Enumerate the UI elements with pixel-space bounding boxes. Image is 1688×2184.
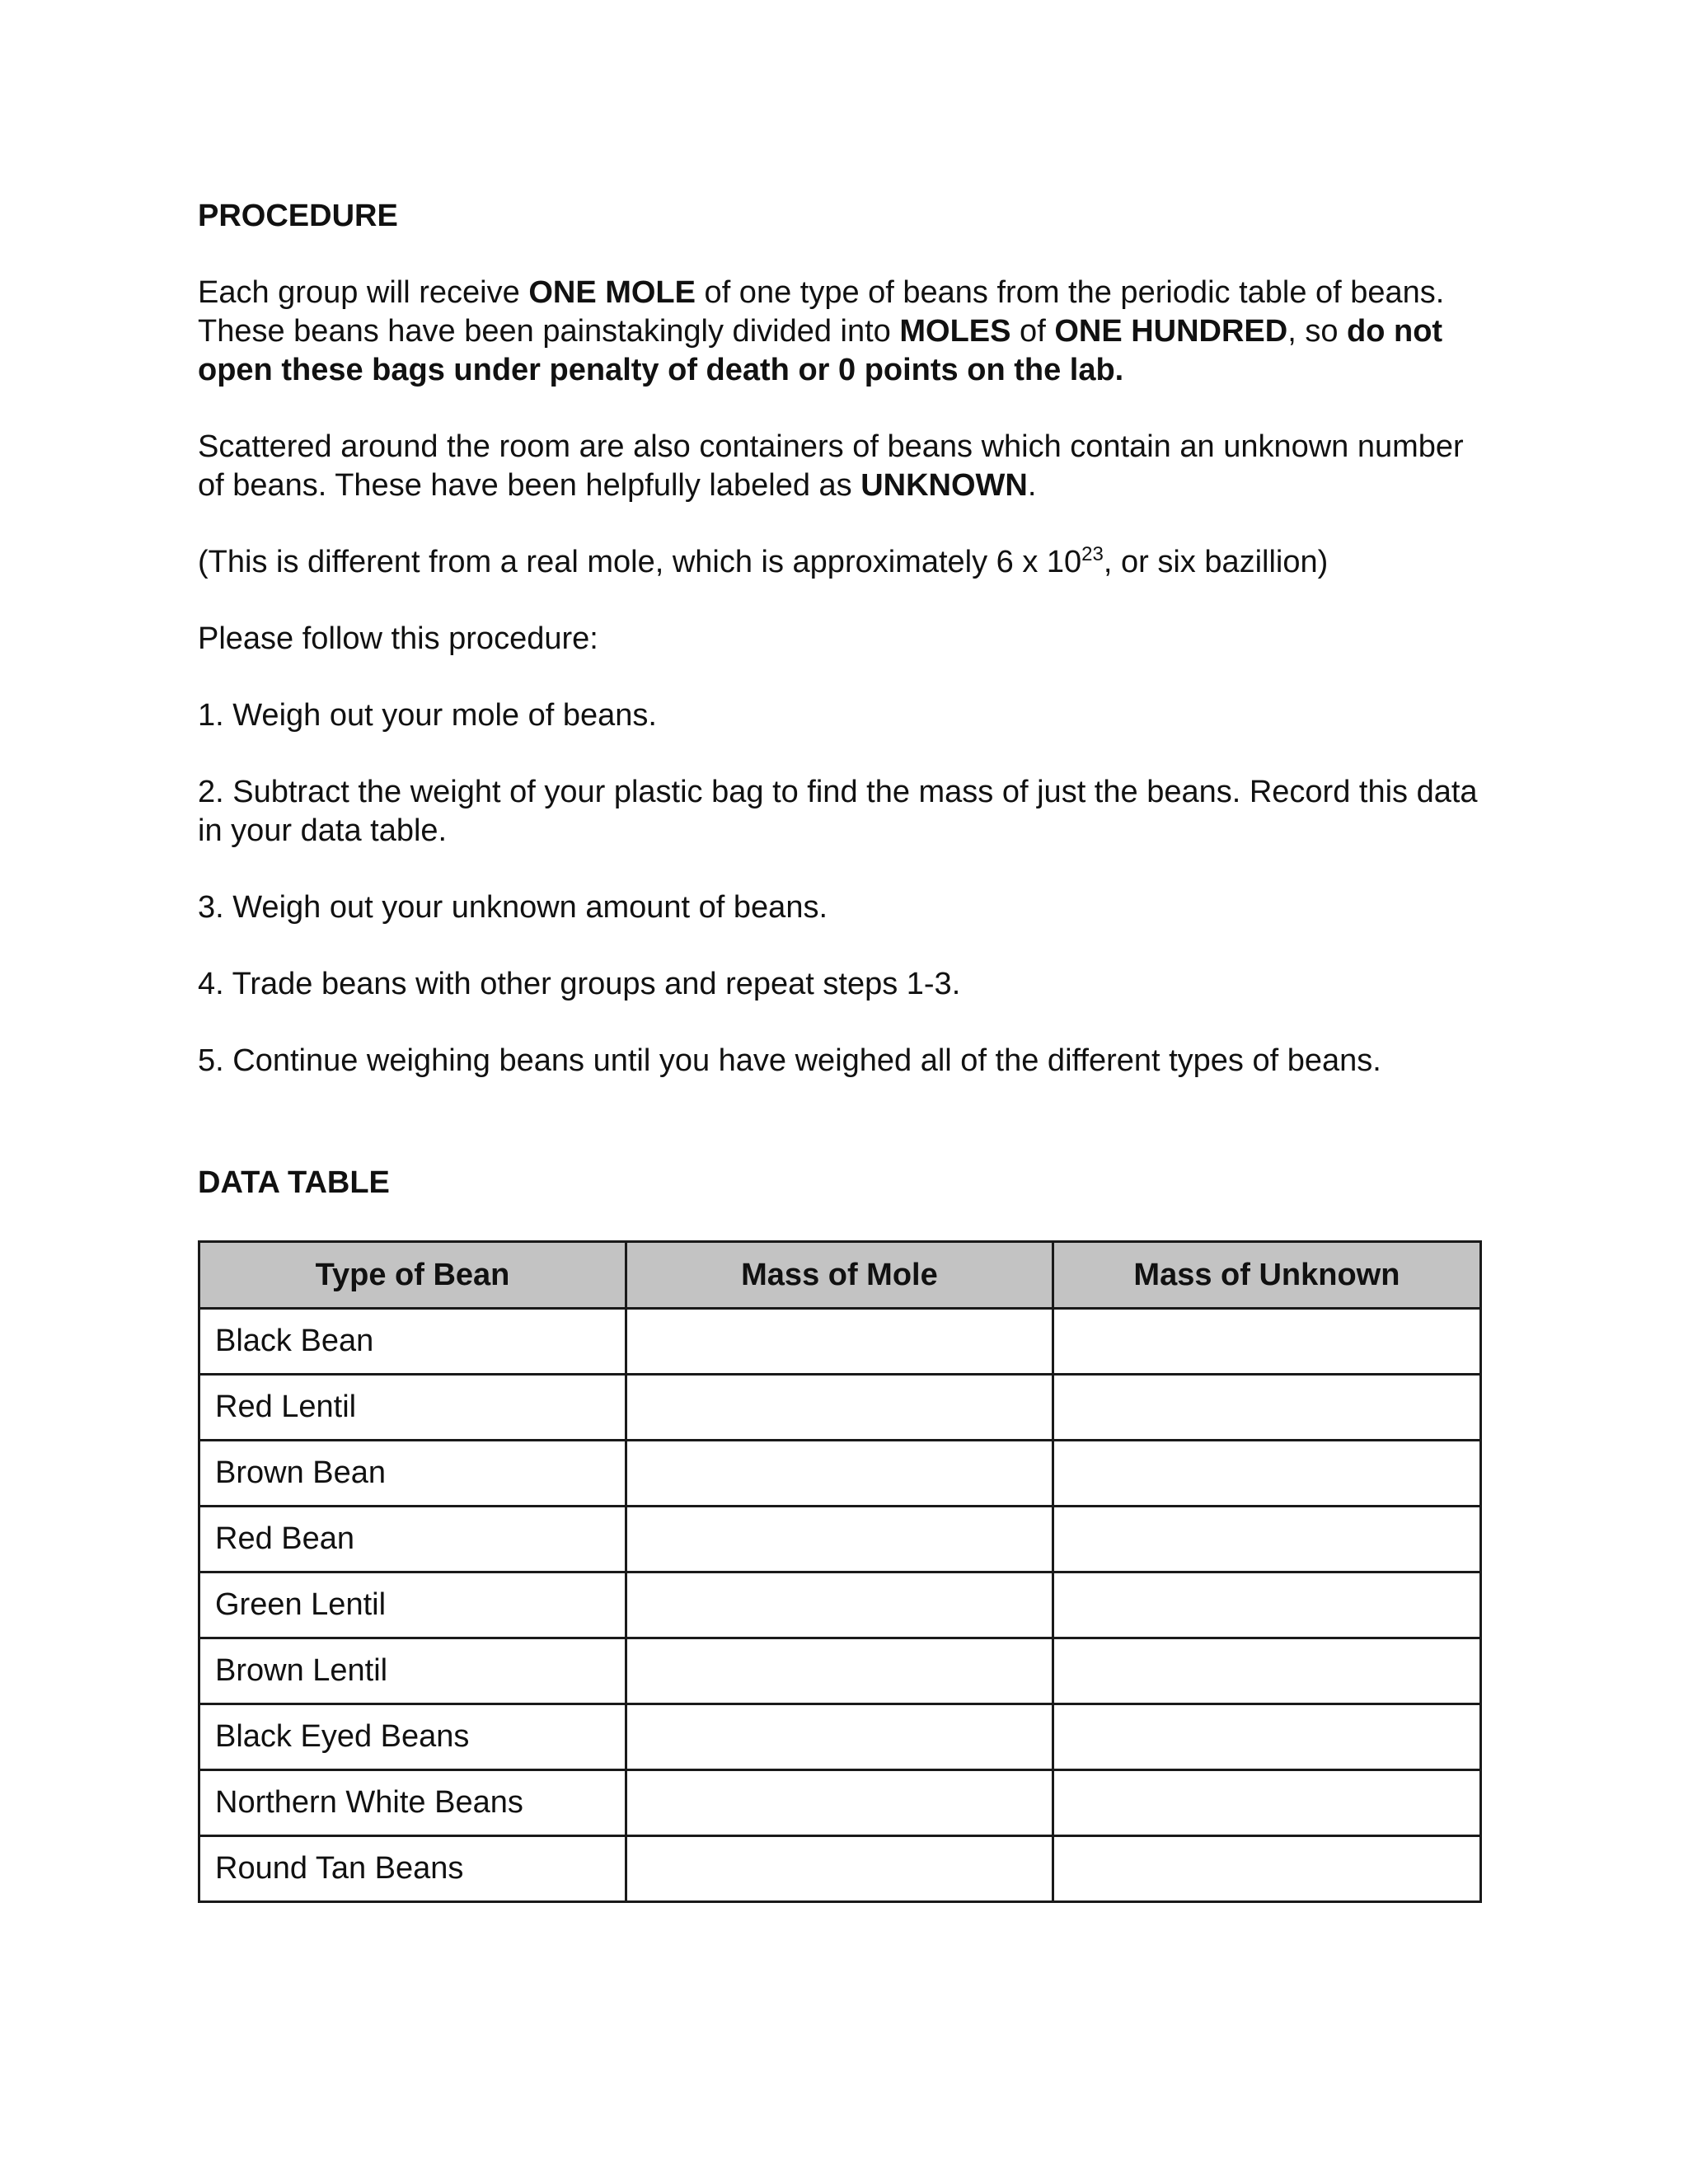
column-header-type: Type of Bean xyxy=(199,1242,626,1309)
step-2: 2. Subtract the weight of your plastic bag to find the mass of just the beans. Record this data in your data table. xyxy=(198,775,1478,848)
mass-of-mole-cell[interactable] xyxy=(626,1704,1053,1770)
mass-of-unknown-cell[interactable] xyxy=(1053,1704,1480,1770)
mass-of-mole-cell[interactable] xyxy=(626,1375,1053,1441)
mass-of-mole-cell[interactable] xyxy=(626,1309,1053,1375)
bean-type-cell: Northern White Beans xyxy=(199,1770,626,1836)
bean-type-cell: Black Eyed Beans xyxy=(199,1704,626,1770)
step-1: 1. Weigh out your mole of beans. xyxy=(198,698,657,733)
bean-type-cell: Black Bean xyxy=(199,1309,626,1375)
mole-intro-paragraph: Each group will receive ONE MOLE of one type of beans from the periodic table of beans. These beans have been painstakingly divided into MOLES of ONE HUNDRED, so do not open these bags under penalty of death or 0 points on the lab. xyxy=(198,275,1445,387)
bean-type-cell: Red Lentil xyxy=(199,1375,626,1441)
table-row xyxy=(199,1638,1481,1704)
step-3: 3. Weigh out your unknown amount of beans. xyxy=(198,890,828,925)
bean-type-cell: Green Lentil xyxy=(199,1572,626,1638)
mass-of-mole-cell[interactable] xyxy=(626,1770,1053,1836)
step-4: 4. Trade beans with other groups and repeat steps 1-3. xyxy=(198,967,961,1001)
column-header-mass-of-unknown: Mass of Unknown xyxy=(1053,1242,1480,1309)
data-table xyxy=(198,1240,1482,1903)
mass-of-unknown-cell[interactable] xyxy=(1053,1507,1480,1572)
column-header-mass-of-mole: Mass of Mole xyxy=(626,1242,1053,1309)
table-row xyxy=(199,1309,1481,1375)
mass-of-unknown-cell[interactable] xyxy=(1053,1309,1480,1375)
table-row xyxy=(199,1507,1481,1572)
bean-type-cell: Round Tan Beans xyxy=(199,1836,626,1902)
real-mole-note: (This is different from a real mole, which is approximately 6 x $10^{23}$, or six bazillion) xyxy=(198,543,1329,579)
table-header-row xyxy=(199,1242,1481,1309)
bean-type-cell: Red Bean xyxy=(199,1507,626,1572)
bean-type-cell: Brown Lentil xyxy=(199,1638,626,1704)
step-5: 5. Continue weighing beans until you have weighed all of the different types of beans. xyxy=(198,1043,1381,1078)
unknown-containers-paragraph: Scattered around the room are also containers of beans which contain an unknown number of beans. These have been helpfully labeled as UNKNOWN. xyxy=(198,429,1464,503)
mass-of-unknown-cell[interactable] xyxy=(1053,1441,1480,1507)
table-row xyxy=(199,1572,1481,1638)
mass-of-unknown-cell[interactable] xyxy=(1053,1770,1480,1836)
procedure-heading: PROCEDURE xyxy=(198,199,398,233)
mass-of-mole-cell[interactable] xyxy=(626,1638,1053,1704)
data-table-heading: DATA TABLE xyxy=(198,1165,390,1200)
document-page xyxy=(198,196,1484,1903)
procedure-intro: Please follow this procedure: xyxy=(198,621,598,656)
mass-of-mole-cell[interactable] xyxy=(626,1507,1053,1572)
table-row xyxy=(199,1704,1481,1770)
table-row xyxy=(199,1375,1481,1441)
mass-of-mole-cell[interactable] xyxy=(626,1836,1053,1902)
table-row xyxy=(199,1770,1481,1836)
table-row xyxy=(199,1836,1481,1902)
mass-of-mole-cell[interactable] xyxy=(626,1441,1053,1507)
table-row xyxy=(199,1441,1481,1507)
bean-type-cell: Brown Bean xyxy=(199,1441,626,1507)
mass-of-unknown-cell[interactable] xyxy=(1053,1572,1480,1638)
mass-of-unknown-cell[interactable] xyxy=(1053,1638,1480,1704)
mass-of-mole-cell[interactable] xyxy=(626,1572,1053,1638)
mass-of-unknown-cell[interactable] xyxy=(1053,1375,1480,1441)
mass-of-unknown-cell[interactable] xyxy=(1053,1836,1480,1902)
